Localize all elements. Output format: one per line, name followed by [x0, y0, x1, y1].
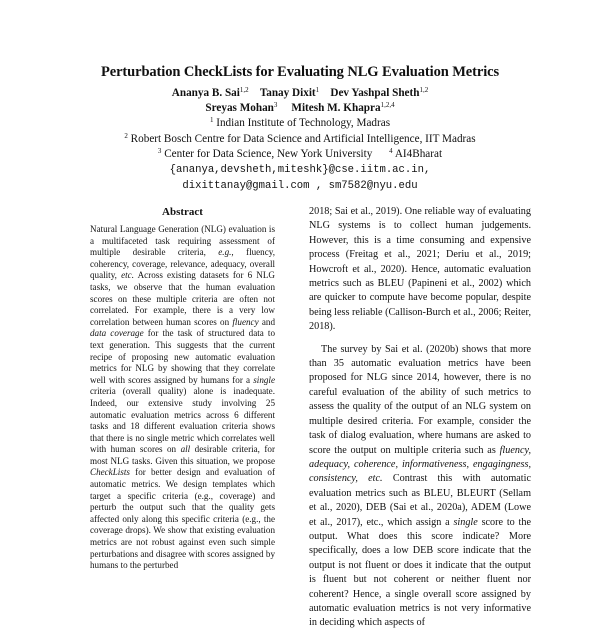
intro-column — [309, 205, 531, 631]
body-text: The survey by Sai et al. (2020b) shows that more than 35 automatic evaluation metrics have been proposed for NLG since 2014, however, there is no careful evaluation of the ability of such metrics to assess the quality of the output of an NLG system on multiple desired criteria. For example, consider the task of dialog evaluation, where humans are asked to score the output on multiple criteria such as — [309, 343, 531, 456]
affiliation-line — [0, 116, 600, 131]
body-text: and — [258, 316, 275, 327]
author-name: Sreyas Mohan — [205, 102, 274, 115]
author-email[interactable]: {ananya,devsheth,miteshk}@cse.iitm.ac.in, — [169, 164, 431, 177]
body-text: score to the output. What does this score indicate? More specifically, does a low DEB score indicate that the output is not fluent or does it indicate that the output is fluent but not coherent or neither fluent nor coherent? Hence, a single overall score assigned by automatic evaluation metrics is not very informative in deciding which aspects of — [309, 516, 531, 629]
emphasis-text: fluency — [232, 316, 259, 327]
author-affiliation: 1,2 — [239, 86, 249, 94]
affiliation-text: Indian Institute of Technology, Madras — [216, 117, 391, 130]
author-affiliation: 3 — [273, 101, 278, 110]
emphasis-text: fluency, adequacy, coherence, informativeness, engagingness, consistency, etc. — [309, 444, 531, 485]
body-text: Natural Language Generation (NLG) evaluation is a multifaceted task requiring assessment of multiple desirable criteria, — [90, 224, 275, 258]
body-text: Across existing datasets for 6 NLG tasks, we observe that the human evaluation scores on these multiple criteria are often not correlated. For example, there is a very low correlation between human scores on — [90, 270, 275, 327]
author-email[interactable]: dixittanay@gmail.com , sm7582@nyu.edu — [182, 180, 418, 193]
author-line-2 — [0, 101, 600, 116]
affiliation-text: Center for Data Science, New York University — [164, 147, 373, 160]
author-name: Tanay Dixit — [259, 87, 316, 99]
body-text: , fluency, coherency, coverage, relevance, adequacy, overall quality, — [90, 247, 275, 281]
emphasis-text: single — [253, 374, 275, 385]
author-affiliation: 1 — [315, 86, 320, 94]
author-name: Dev Yashpal Sheth — [330, 87, 420, 99]
affiliation-number: 3 — [157, 146, 162, 155]
intro-paragraph — [309, 343, 531, 631]
affiliation-number: 4 — [389, 146, 393, 155]
affiliation-text: AI4Bharat — [394, 147, 443, 160]
author-name: Mitesh M. Khapra — [291, 102, 381, 115]
body-text: Contrast this with automatic evaluation metrics such as BLEU, BLEURT (Sellam et al., 2020), DEB (Sai et al., 2020a), ADEM (Lowe et al., 2017), etc., which assign a — [309, 473, 531, 528]
paper-title: Perturbation CheckLists for Evaluating NLG Evaluation Metrics — [100, 64, 500, 80]
author-name: Ananya B. Sai — [171, 87, 240, 99]
author-line-1 — [0, 86, 600, 101]
body-text: for the task of structured data to text generation. This suggests that the current recipe of proposing new automatic evaluation metrics for NLG by showing that they correlate well with scores assigned by humans for a — [90, 328, 276, 385]
body-text: criteria (overall quality) alone is inadequate. Indeed, our extensive study involving 25 automatic evaluation metrics across 6 different tasks and 18 different evaluation criteria shows that there is no single metric which correlates well with human scores on — [90, 386, 275, 455]
emphasis-text: data coverage — [90, 328, 144, 339]
emphasis-text: etc. — [121, 270, 134, 281]
affiliation-line — [0, 132, 600, 147]
affiliation-text: Robert Bosch Centre for Data Science and Artificial Intelligence, IIT Madras — [130, 132, 476, 145]
affiliation-number: 2 — [124, 131, 128, 140]
emphasis-text: all — [180, 444, 191, 455]
body-text: for better design and evaluation of automatic metrics. We design templates which target a specific criteria (e.g., coverage) and perturb the output such that the quality gets affected only along this specific criteria (e.g., the coverage drops). We show that existing evaluation metrics are not robust against even such simple perturbations and disagree with scores assigned by humans to the perturbed — [90, 467, 275, 571]
affiliation-line — [0, 147, 600, 162]
author-affiliation: 1,2,4 — [380, 101, 395, 110]
intro-paragraph — [309, 205, 531, 335]
emphasis-text: e.g. — [218, 247, 232, 258]
emphasis-text: CheckLists — [90, 467, 130, 478]
author-affiliation: 1,2 — [419, 86, 429, 94]
author-block — [0, 86, 600, 194]
emphasis-text: single — [453, 516, 478, 528]
abstract-heading: Abstract — [162, 206, 203, 218]
abstract-text — [90, 224, 275, 572]
body-text: desirable criteria, for most NLG tasks. Given this situation, we propose — [90, 444, 276, 466]
body-text: 2018; Sai et al., 2019). One reliable way of evaluating NLG systems is to collect human judgements. However, this is a time consuming and expensive process (Freitag et al., 2021; Deriu et al., 2019; Howcroft et al., 2020). Hence, automatic evaluation metrics such as BLEU (Papineni et al., 2002) which are quicker to compute have become popular, despite being less reliable (Callison-Burch et al., 2006; Reiter, 2018). — [309, 206, 531, 333]
affiliation-number: 1 — [209, 116, 214, 125]
